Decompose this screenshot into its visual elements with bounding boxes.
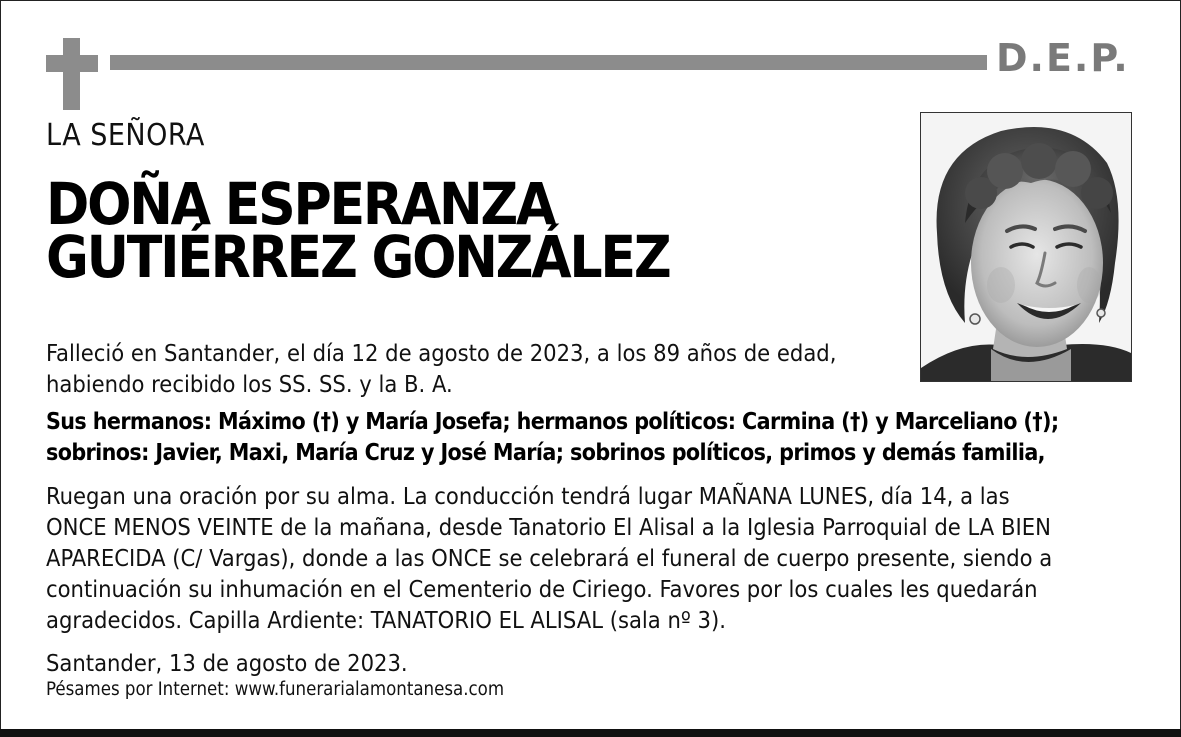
family-line: sobrinos: Javier, Maxi, María Cruz y José María; sobrinos políticos, primos y demás familia,	[46, 440, 1045, 466]
family-line: Sus hermanos: Máximo (†) y María Josefa; hermanos políticos: Carmina (†) y Marceliano (†);	[46, 409, 1059, 435]
death-notice-line: habiendo recibido los SS. SS. y la B. A.	[46, 370, 453, 398]
death-notice-line: Falleció en Santander, el día 12 de agosto de 2023, a los 89 años de edad,	[46, 339, 837, 367]
deceased-name-line-2: GUTIÉRREZ GONZÁLEZ	[46, 223, 670, 291]
deceased-name-line-1: DOÑA ESPERANZA	[46, 170, 555, 238]
cross-icon	[46, 38, 98, 110]
death-notice-paragraph	[46, 338, 836, 400]
announcement-line: Ruegan una oración por su alma. La conducción tendrá lugar MAÑANA LUNES, día 14, a las	[46, 482, 1010, 510]
family-paragraph	[46, 407, 1059, 469]
announcement-line: continuación su inhumación en el Cementerio de Ciriego. Favores por los cuales les quedarán	[46, 575, 1038, 603]
honorific: LA SEÑORA	[46, 118, 205, 153]
announcement-line: agradecidos. Capilla Ardiente: TANATORIO EL ALISAL (sala nº 3).	[46, 606, 726, 634]
announcement-paragraph	[46, 481, 1052, 636]
portrait-photo	[920, 112, 1132, 382]
announcement-line: ONCE MENOS VEINTE de la mañana, desde Tanatorio El Alisal a la Iglesia Parroquial de LA BIEN	[46, 513, 1051, 541]
bottom-border	[0, 729, 1181, 737]
dateline: Santander, 13 de agosto de 2023.	[46, 649, 408, 677]
header-rule	[110, 55, 987, 70]
announcement-line: APARECIDA (C/ Vargas), donde a las ONCE se celebrará el funeral de cuerpo presente, siendo a	[46, 544, 1053, 572]
dep-label: D.E.P.	[996, 36, 1130, 80]
condolences-link-text: Pésames por Internet: www.funerarialamontanesa.com	[46, 679, 505, 700]
